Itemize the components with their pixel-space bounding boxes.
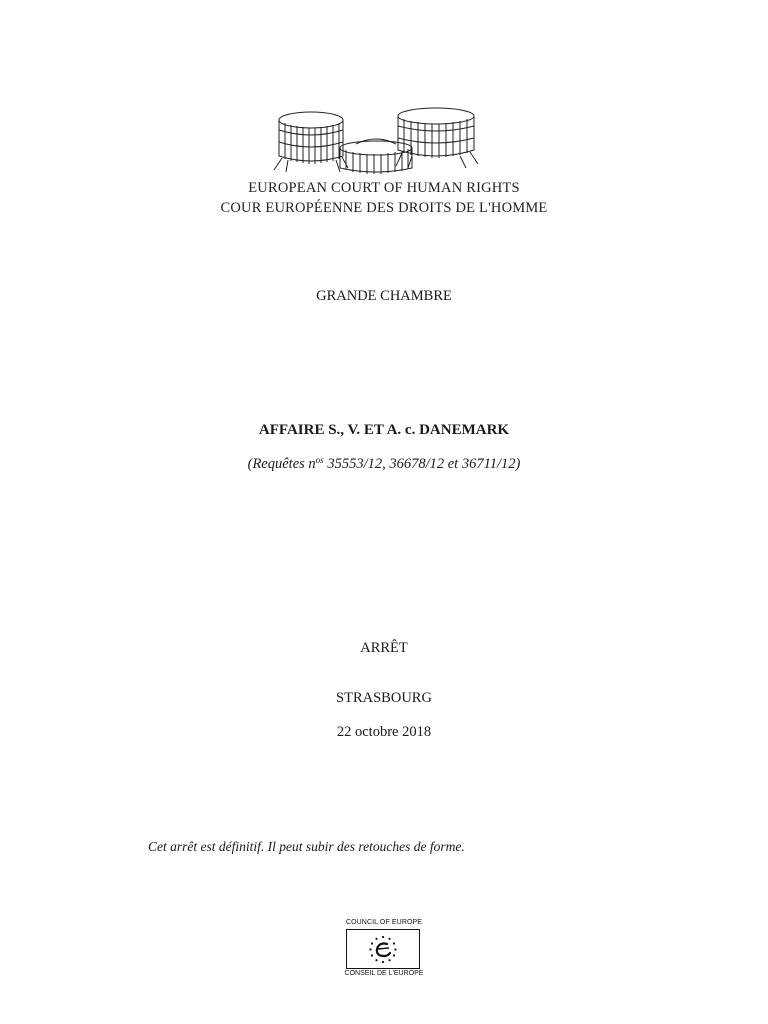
applications-list: 35553/12, 36678/12 et 36711/12) — [323, 456, 521, 472]
court-name-english: EUROPEAN COURT OF HUMAN RIGHTS — [248, 180, 520, 196]
council-of-europe-label-en: COUNCIL OF EUROPE — [345, 919, 423, 926]
finality-note: Cet arrêt est définitif. Il peut subir des retouches de forme. — [148, 839, 465, 854]
council-of-europe-label-fr: CONSEIL DE L'EUROPE — [344, 970, 424, 977]
applications-prefix: (Requêtes n — [247, 456, 316, 472]
judgment-place: STRASBOURG — [336, 690, 432, 706]
court-name-french: COUR EUROPÉENNE DES DROITS DE L'HOMME — [220, 200, 548, 216]
applications-superscript: os — [315, 455, 324, 465]
judgment-date: 22 octobre 2018 — [336, 724, 432, 740]
document-type: ARRÊT — [360, 640, 408, 656]
court-building-icon — [236, 104, 536, 176]
council-of-europe-icon — [346, 929, 420, 969]
application-numbers — [0, 455, 768, 473]
chamber-heading: GRANDE CHAMBRE — [316, 288, 452, 304]
case-title: AFFAIRE S., V. ET A. c. DANEMARK — [258, 422, 510, 438]
